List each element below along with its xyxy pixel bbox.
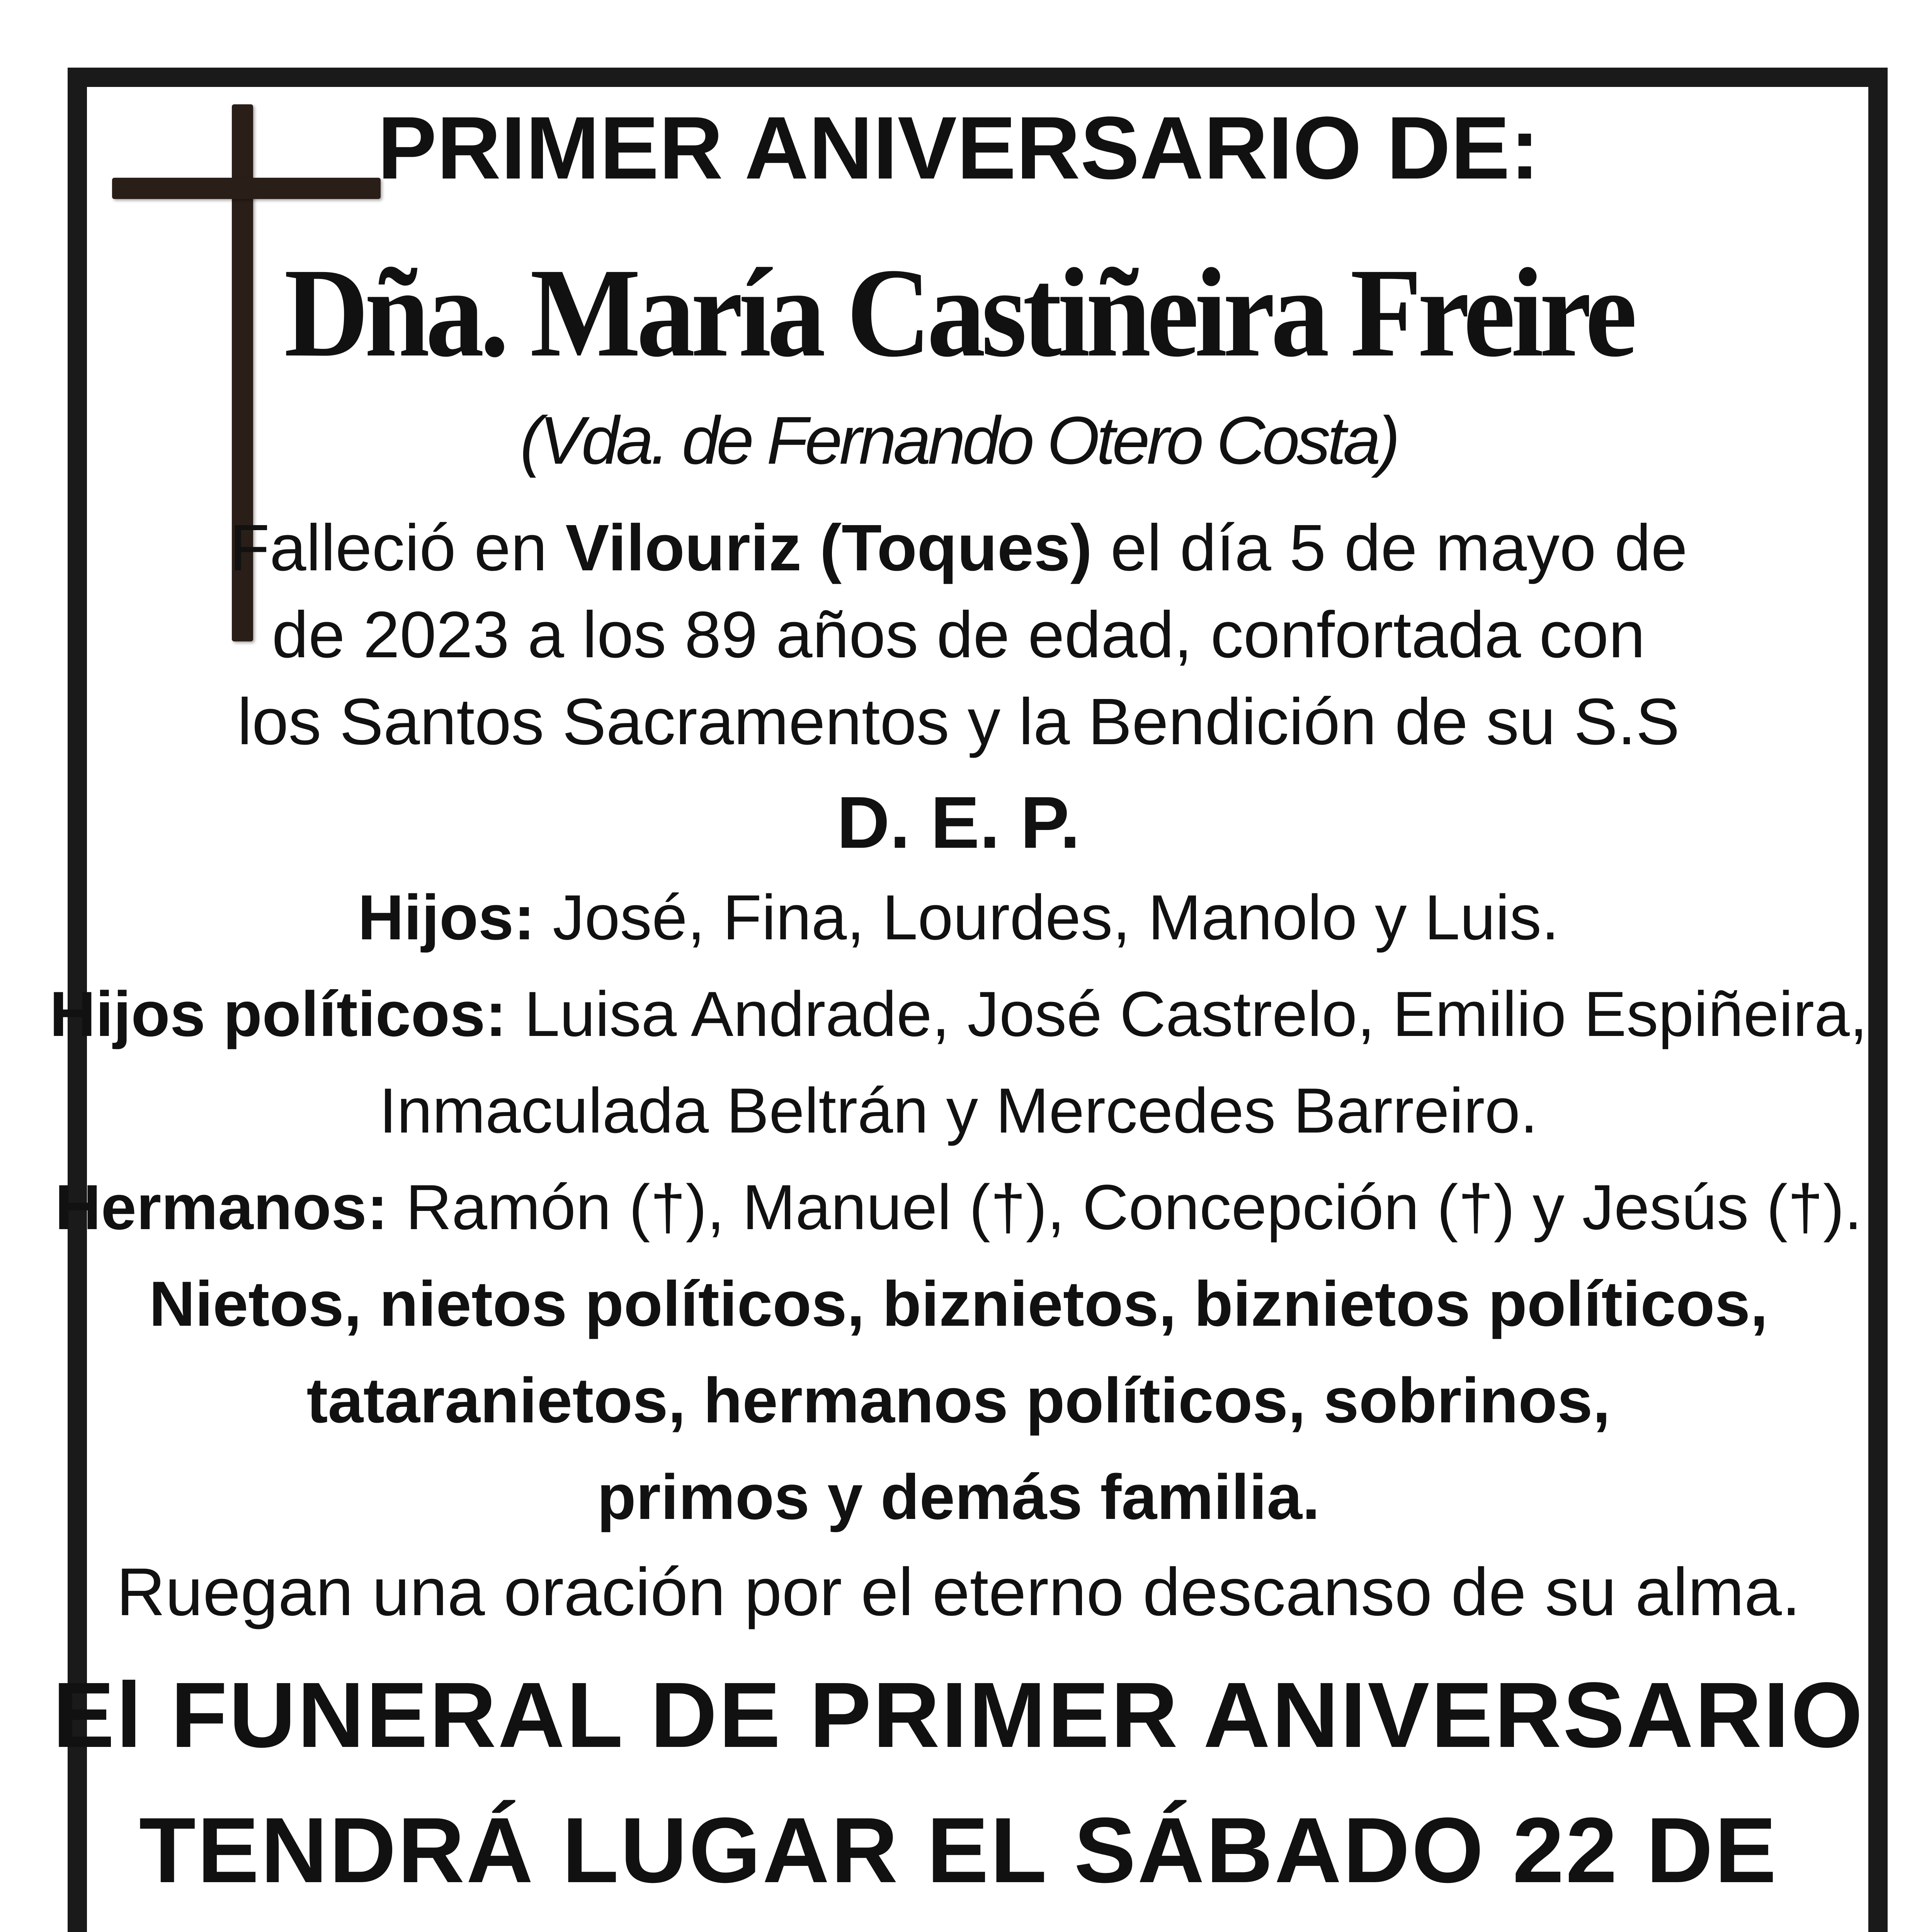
prayer-request: Ruegan una oración por el eterno descanso de su alma. [116, 1554, 1801, 1630]
hijos-politicos-label: Hijos políticos: [49, 978, 507, 1049]
death-line-2: de 2023 a los 89 años de edad, confortada con [272, 598, 1645, 672]
death-place: Vilouriz (Toques) [565, 511, 1092, 585]
dep-label: D. E. P. [837, 782, 1080, 864]
family-hijos-politicos-2: Inmaculada Beltrán y Mercedes Barreiro. [379, 1075, 1538, 1146]
hijos-politicos-names-1: Luisa Andrade, José Castrelo, Emilio Espiñeira, [506, 978, 1868, 1049]
family-others-2: tataranietos, hermanos políticos, sobrinos, [306, 1365, 1611, 1436]
family-others-1: Nietos, nietos políticos, biznietos, biznietos políticos, [149, 1268, 1768, 1339]
widow-of: (Vda. de Fernando Otero Costa) [520, 403, 1397, 478]
death-line-1 [0, 510, 1917, 586]
hermanos-label: Hermanos: [55, 1172, 388, 1243]
hijos-names: José, Fina, Lourdes, Manolo y Luis. [535, 882, 1559, 953]
family-others-3: primos y demás familia. [597, 1461, 1320, 1532]
notice-title: PRIMER ANIVERSARIO DE: [377, 98, 1540, 197]
hijos-label: Hijos: [358, 882, 535, 953]
funeral-line-1: El FUNERAL DE PRIMER ANIVERSARIO [53, 1663, 1864, 1767]
deceased-name: Dña. María Castiñeira Freire [284, 242, 1633, 383]
death-line-3: los Santos Sacramentos y la Bendición de su S.S [237, 685, 1680, 759]
family-hijos-politicos-1 [0, 978, 1917, 1051]
death-line-1-pre: Falleció en [230, 511, 566, 585]
family-hijos [0, 881, 1917, 954]
family-hermanos [0, 1171, 1917, 1244]
funeral-line-2: TENDRÁ LUGAR EL SÁBADO 22 DE [139, 1798, 1778, 1902]
hermanos-names: Ramón (†), Manuel (†), Concepción (†) y Jesús (†). [388, 1172, 1862, 1243]
death-line-1-post: el día 5 de mayo de [1092, 511, 1687, 585]
